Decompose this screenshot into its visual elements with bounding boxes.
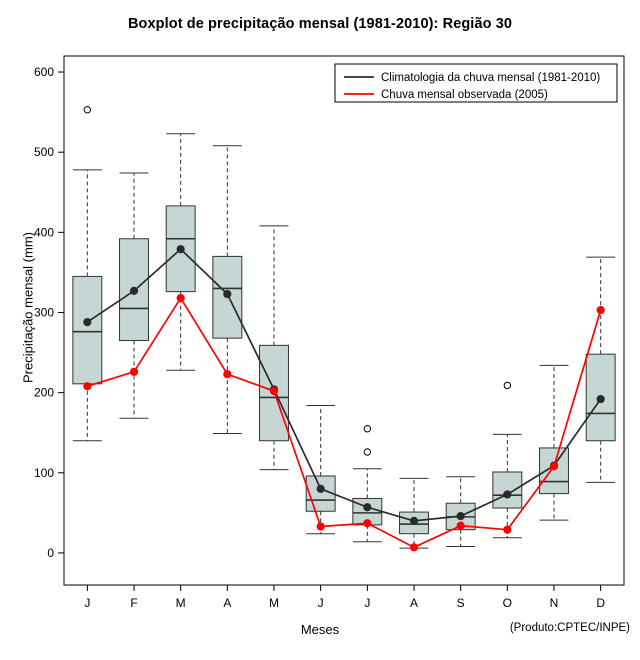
credit-note: (Produto:CPTEC/INPE) bbox=[509, 622, 630, 634]
series-point bbox=[410, 544, 417, 551]
box-rect bbox=[73, 276, 102, 383]
series-point bbox=[130, 368, 137, 375]
x-tick-label: A bbox=[409, 596, 419, 610]
x-tick-label: J bbox=[364, 596, 371, 610]
y-tick-label: 100 bbox=[33, 465, 54, 480]
y-tick-label: 300 bbox=[33, 305, 54, 320]
box-outlier-point bbox=[364, 426, 370, 432]
x-tick-label: J bbox=[84, 596, 91, 610]
x-tick-label: J bbox=[317, 596, 324, 610]
x-tick-label: N bbox=[549, 596, 559, 610]
series-point bbox=[224, 371, 231, 378]
box-outlier-point bbox=[84, 107, 90, 113]
x-tick-label: F bbox=[130, 596, 138, 610]
box-rect bbox=[540, 448, 569, 494]
box-outlier-point bbox=[364, 449, 370, 455]
series-point bbox=[597, 306, 604, 313]
chart-title: Boxplot de precipitação mensal (1981-2010): Região 30 bbox=[127, 16, 513, 32]
y-tick-label: 0 bbox=[47, 545, 54, 560]
y-tick-label: 400 bbox=[33, 225, 54, 240]
series-line bbox=[87, 298, 600, 547]
series-point bbox=[130, 287, 137, 294]
series-point bbox=[364, 504, 371, 511]
x-axis-label: Meses bbox=[300, 622, 340, 637]
x-tick-label: D bbox=[596, 596, 606, 610]
series-point bbox=[270, 387, 277, 394]
x-tick-label: M bbox=[269, 596, 279, 610]
series-point bbox=[317, 523, 324, 530]
y-axis-label: Precipitação mensal (mm) bbox=[20, 232, 36, 383]
y-tick-label: 500 bbox=[33, 145, 54, 160]
x-tick-label: A bbox=[223, 596, 232, 610]
series-point bbox=[410, 517, 417, 524]
legend-label: Chuva mensal observada (2005) bbox=[381, 89, 548, 101]
series-point bbox=[504, 526, 511, 533]
y-tick-label: 200 bbox=[33, 385, 54, 400]
series-point bbox=[177, 246, 184, 253]
series-point bbox=[504, 491, 511, 498]
series-line bbox=[87, 249, 600, 521]
series-point bbox=[457, 522, 464, 529]
series-point bbox=[317, 485, 324, 492]
series-point bbox=[550, 463, 557, 470]
x-tick-label: M bbox=[175, 596, 186, 610]
x-tick-label: O bbox=[502, 596, 513, 610]
series-point bbox=[457, 512, 464, 519]
legend-label: Climatologia da chuva mensal (1981-2010) bbox=[381, 72, 601, 84]
series-point bbox=[84, 319, 91, 326]
x-tick-label: S bbox=[456, 596, 465, 610]
series-point bbox=[224, 290, 231, 297]
series-point bbox=[84, 383, 91, 390]
y-tick-label: 600 bbox=[33, 65, 54, 80]
series-point bbox=[364, 520, 371, 527]
series-point bbox=[177, 294, 184, 301]
box-rect bbox=[493, 472, 522, 508]
series-point bbox=[597, 395, 604, 402]
box-outlier-point bbox=[504, 382, 510, 388]
